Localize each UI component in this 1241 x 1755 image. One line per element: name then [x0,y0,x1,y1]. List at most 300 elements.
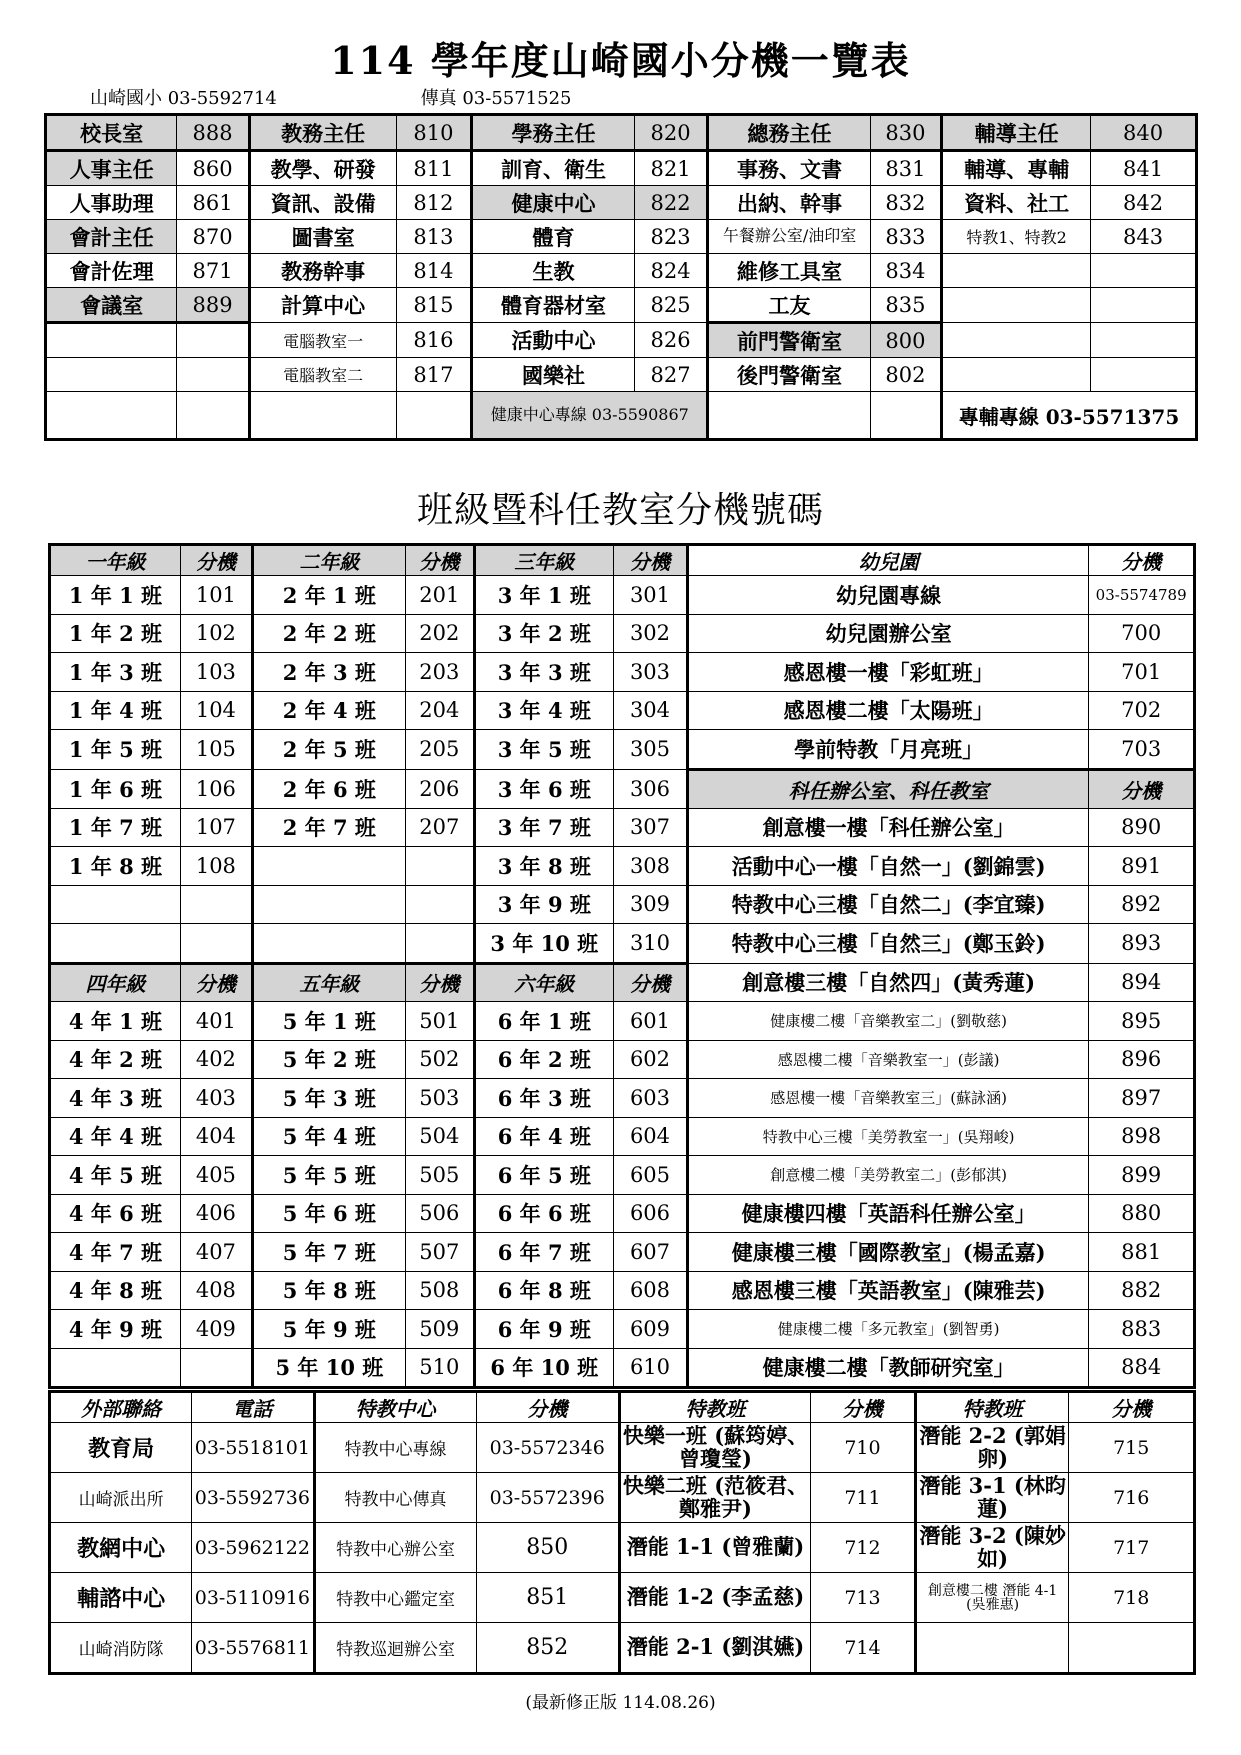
room-extension: 896 [1089,1040,1195,1079]
class-name: 2 年 6 班 [252,769,405,808]
admin-extension: 888 [177,115,249,151]
admin-office-label: 會議室 [46,288,177,323]
agency-phone: 03-5962122 [192,1523,314,1573]
contact-line [90,84,571,110]
class-name: 4 年 5 班 [50,1156,181,1195]
grade-header: 六年級 [474,963,613,1002]
admin-office-label [46,358,177,392]
room-extension: 03-5574789 [1089,576,1195,615]
room-name: 活動中心一樓「自然一」(劉錦雲) [687,847,1088,886]
revision-note: (最新修正版 114.08.26) [525,1693,716,1713]
class-extension [405,847,474,886]
class-name: 6 年 3 班 [474,1079,613,1118]
class-row [50,924,1195,964]
room-name: 健康樓二樓「音樂教室二」(劉敬慈) [687,1002,1088,1041]
admin-office-label: 午餐辦公室/油印室 [708,220,871,254]
class-extension: 108 [180,847,252,886]
admin-office-label: 工友 [708,288,871,323]
class-name: 6 年 7 班 [474,1233,613,1272]
admin-office-label: 資料、社工 [942,186,1091,220]
class-extension: 604 [614,1117,688,1156]
room-extension: 897 [1089,1079,1195,1118]
class-name: 3 年 6 班 [474,769,613,808]
admin-extension: 823 [634,220,707,254]
room-name: 創意樓三樓「自然四」(黃秀蓮) [687,963,1088,1002]
class-name: 6 年 2 班 [474,1040,613,1079]
admin-extension: 802 [870,358,941,392]
external-row [50,1623,1195,1674]
sped-class: 潛能 1-1 (曾雅蘭) [619,1523,810,1573]
admin-row [46,151,1197,186]
class-extension: 207 [405,808,474,847]
admin-office-label: 國樂社 [472,358,635,392]
admin-office-label: 輔導主任 [942,115,1091,151]
class-name: 1 年 3 班 [50,653,181,692]
class-row [50,653,1195,692]
agency-phone: 03-5518101 [192,1423,314,1473]
class-row [50,1040,1195,1079]
room-extension: 701 [1089,653,1195,692]
external-row [50,1523,1195,1573]
admin-row [46,358,1197,392]
admin-office-label: 生教 [472,254,635,288]
admin-extension: 814 [396,254,472,288]
room-extension: 880 [1089,1194,1195,1233]
admin-office-label: 人事助理 [46,186,177,220]
external-row [50,1573,1195,1623]
class-name: 4 年 3 班 [50,1079,181,1118]
class-row [50,1348,1195,1388]
admin-empty [46,392,177,440]
class-name: 4 年 4 班 [50,1117,181,1156]
room-extension: 894 [1089,963,1195,1002]
class-name: 1 年 1 班 [50,576,181,615]
admin-office-label: 訓育、衛生 [472,151,635,186]
class-row [50,1310,1195,1349]
class-extension [180,924,252,964]
admin-empty [870,392,941,440]
room-extension: 892 [1089,885,1195,924]
class-extension: 607 [614,1233,688,1272]
room-header: 科任辦公室、科任教室 [687,769,1088,808]
admin-extension: 826 [634,323,707,358]
class-extension: 610 [614,1348,688,1388]
class-extension: 601 [614,1002,688,1041]
admin-row [46,392,1197,440]
class-name: 6 年 4 班 [474,1117,613,1156]
admin-extension: 830 [870,115,941,151]
sped-class: 潛能 3-2 (陳妙如) [915,1523,1069,1573]
admin-empty [249,392,396,440]
class-row [50,730,1195,770]
class-row [50,1079,1195,1118]
sped-office: 特教中心傳真 [314,1473,476,1523]
admin-office-label: 特教1、特教2 [942,220,1091,254]
sped-class-extension: 718 [1069,1573,1195,1623]
agency-name: 山崎派出所 [50,1473,192,1523]
class-name: 3 年 3 班 [474,653,613,692]
admin-office-label: 圖書室 [249,220,396,254]
admin-office-label: 教務主任 [249,115,396,151]
class-row [50,847,1195,886]
class-extension: 508 [405,1271,474,1310]
grade-header: 分機 [180,545,252,576]
admin-empty [1091,358,1197,392]
class-extension: 309 [614,885,688,924]
room-extension: 899 [1089,1156,1195,1195]
admin-office-label [942,254,1091,288]
grade-header: 分機 [405,963,474,1002]
class-extension: 307 [614,808,688,847]
class-name: 4 年 7 班 [50,1233,181,1272]
admin-extension: 831 [870,151,941,186]
class-name: 6 年 10 班 [474,1348,613,1388]
admin-office-label: 體育 [472,220,635,254]
sped-class-extension: 711 [811,1473,916,1523]
class-extension: 609 [614,1310,688,1349]
health-center-line: 健康中心專線 03-5590867 [472,392,708,440]
page-title: 114 學年度山崎國小分機一覽表 [330,38,911,83]
admin-extension: 810 [396,115,472,151]
class-name: 6 年 6 班 [474,1194,613,1233]
class-name: 5 年 7 班 [252,1233,405,1272]
class-name: 1 年 2 班 [50,614,181,653]
sped-class-extension: 714 [811,1623,916,1674]
admin-extension [177,323,249,358]
room-name: 健康樓三樓「國際教室」(楊孟嘉) [687,1233,1088,1272]
grade-header: 分機 [405,545,474,576]
sped-class: 潛能 2-1 (劉淇嬿) [619,1623,810,1674]
admin-office-label: 維修工具室 [708,254,871,288]
class-row [50,576,1195,615]
sped-extension: 852 [476,1623,619,1674]
class-extension: 403 [180,1079,252,1118]
admin-extension: 871 [177,254,249,288]
class-row [50,1117,1195,1156]
sped-class: 創意樓二樓 潛能 4-1 (吳雅惠) [915,1573,1069,1623]
room-header-extension: 分機 [1089,545,1195,576]
class-row [50,885,1195,924]
class-name: 2 年 1 班 [252,576,405,615]
admin-office-label: 前門警衛室 [708,323,871,358]
sped-class-extension: 715 [1069,1423,1195,1473]
room-extension: 891 [1089,847,1195,886]
room-extension: 702 [1089,691,1195,730]
agency-name: 教育局 [50,1423,192,1473]
admin-office-label: 會計主任 [46,220,177,254]
class-extension: 406 [180,1194,252,1233]
class-name: 5 年 2 班 [252,1040,405,1079]
class-name [252,847,405,886]
sped-office: 特教中心鑑定室 [314,1573,476,1623]
class-name: 5 年 8 班 [252,1271,405,1310]
class-name: 3 年 7 班 [474,808,613,847]
grade-header: 分機 [614,545,688,576]
sped-office: 特教中心專線 [314,1423,476,1473]
room-name: 感恩樓一樓「彩虹班」 [687,653,1088,692]
class-extension: 308 [614,847,688,886]
class-extension: 303 [614,653,688,692]
class-extension [405,885,474,924]
class-name: 3 年 5 班 [474,730,613,770]
external-header: 分機 [476,1392,619,1423]
grade-header-row [50,545,1195,576]
admin-extension: 835 [870,288,941,323]
external-header: 電話 [192,1392,314,1423]
admin-office-label: 學務主任 [472,115,635,151]
sped-class: 潛能 1-2 (李孟慈) [619,1573,810,1623]
sped-class-extension: 716 [1069,1473,1195,1523]
sped-class-extension: 712 [811,1523,916,1573]
external-header-row [50,1392,1195,1423]
class-extension: 506 [405,1194,474,1233]
admin-extension [1091,288,1197,323]
room-name: 感恩樓二樓「太陽班」 [687,691,1088,730]
class-extension: 405 [180,1156,252,1195]
class-name: 5 年 10 班 [252,1348,405,1388]
class-name: 3 年 2 班 [474,614,613,653]
admin-office-label: 活動中心 [472,323,635,358]
class-row [50,614,1195,653]
sped-class [915,1623,1069,1674]
admin-extension: 824 [634,254,707,288]
section-title: 班級暨科任教室分機號碼 [416,490,824,531]
admin-extension-table [44,113,1198,441]
room-name: 特教中心三樓「自然二」(李宜臻) [687,885,1088,924]
admin-extension: 832 [870,186,941,220]
sped-extension: 03-5572396 [476,1473,619,1523]
class-extension: 402 [180,1040,252,1079]
class-row [50,691,1195,730]
class-name: 5 年 5 班 [252,1156,405,1195]
class-name: 1 年 5 班 [50,730,181,770]
room-name: 健康樓二樓「教師研究室」 [687,1348,1088,1388]
agency-phone: 03-5592736 [192,1473,314,1523]
room-extension: 881 [1089,1233,1195,1272]
admin-empty [396,392,472,440]
external-row [50,1473,1195,1523]
class-extension: 504 [405,1117,474,1156]
class-extension: 501 [405,1002,474,1041]
sped-extension: 851 [476,1573,619,1623]
admin-office-label: 輔導、專輔 [942,151,1091,186]
grade-header: 分機 [614,963,688,1002]
admin-empty [1091,323,1197,358]
class-extension: 105 [180,730,252,770]
class-extension: 204 [405,691,474,730]
class-name: 5 年 9 班 [252,1310,405,1349]
admin-extension [1091,254,1197,288]
class-extension: 206 [405,769,474,808]
class-extension: 603 [614,1079,688,1118]
admin-empty [942,358,1091,392]
room-name: 健康樓二樓「多元教室」(劉智勇) [687,1310,1088,1349]
admin-office-label: 出納、幹事 [708,186,871,220]
class-extension [180,885,252,924]
class-extension [180,1348,252,1388]
external-contact-table [48,1390,1196,1675]
external-header: 分機 [811,1392,916,1423]
grade-header: 分機 [180,963,252,1002]
sped-extension: 03-5572346 [476,1423,619,1473]
class-name [252,924,405,964]
class-extension: 106 [180,769,252,808]
room-extension: 890 [1089,808,1195,847]
admin-empty [177,392,249,440]
grade-header: 三年級 [474,545,613,576]
grade-header: 一年級 [50,545,181,576]
class-name [50,924,181,964]
admin-row [46,288,1197,323]
class-extension: 510 [405,1348,474,1388]
class-extension: 404 [180,1117,252,1156]
external-header: 特教班 [915,1392,1069,1423]
class-extension: 401 [180,1002,252,1041]
admin-row [46,254,1197,288]
admin-extension: 827 [634,358,707,392]
class-name: 6 年 8 班 [474,1271,613,1310]
admin-extension: 842 [1091,186,1197,220]
room-extension: 893 [1089,924,1195,964]
admin-office-label [46,323,177,358]
grade-header: 四年級 [50,963,181,1002]
admin-row [46,115,1197,151]
class-name: 1 年 8 班 [50,847,181,886]
class-row [50,769,1195,808]
class-extension: 502 [405,1040,474,1079]
room-name: 特教中心三樓「美勞教室一」(吳翔峻) [687,1117,1088,1156]
class-name: 4 年 1 班 [50,1002,181,1041]
class-extension: 104 [180,691,252,730]
class-name [50,1348,181,1388]
room-extension: 882 [1089,1271,1195,1310]
class-extension: 107 [180,808,252,847]
agency-name: 教網中心 [50,1523,192,1573]
admin-extension: 860 [177,151,249,186]
class-name: 2 年 5 班 [252,730,405,770]
sped-class-extension [1069,1623,1195,1674]
external-row [50,1423,1195,1473]
school-phone: 山崎國小 03-5592714 [90,88,277,109]
class-name: 5 年 3 班 [252,1079,405,1118]
class-extension: 407 [180,1233,252,1272]
sped-class-extension: 713 [811,1573,916,1623]
admin-office-label: 電腦教室一 [249,323,396,358]
admin-extension: 816 [396,323,472,358]
room-name: 健康樓四樓「英語科任辦公室」 [687,1194,1088,1233]
class-extension: 301 [614,576,688,615]
class-extension [405,924,474,964]
grade-header-row [50,963,1195,1002]
admin-extension: 861 [177,186,249,220]
room-name: 感恩樓三樓「英語教室」(陳雅芸) [687,1271,1088,1310]
admin-extension: 817 [396,358,472,392]
class-extension: 608 [614,1271,688,1310]
class-name: 1 年 4 班 [50,691,181,730]
admin-empty [942,323,1091,358]
room-name: 特教中心三樓「自然三」(鄭玉鈴) [687,924,1088,964]
admin-extension: 825 [634,288,707,323]
class-extension: 205 [405,730,474,770]
admin-office-label: 計算中心 [249,288,396,323]
class-name: 4 年 8 班 [50,1271,181,1310]
agency-name: 輔諮中心 [50,1573,192,1623]
external-header: 外部聯絡 [50,1392,192,1423]
class-row [50,1156,1195,1195]
admin-extension: 800 [870,323,941,358]
room-name: 幼兒園專線 [687,576,1088,615]
class-extension: 305 [614,730,688,770]
admin-office-label: 人事主任 [46,151,177,186]
external-header: 特教班 [619,1392,810,1423]
admin-extension: 811 [396,151,472,186]
admin-office-label: 體育器材室 [472,288,635,323]
agency-phone: 03-5576811 [192,1623,314,1674]
class-name: 3 年 1 班 [474,576,613,615]
class-extension: 605 [614,1156,688,1195]
class-extension: 606 [614,1194,688,1233]
admin-extension [177,358,249,392]
admin-office-label: 資訊、設備 [249,186,396,220]
admin-office-label: 事務、文書 [708,151,871,186]
admin-office-label: 電腦教室二 [249,358,396,392]
sped-office: 特教中心辦公室 [314,1523,476,1573]
sped-class: 快樂二班 (范筱君、鄭雅尹) [619,1473,810,1523]
class-name: 5 年 4 班 [252,1117,405,1156]
admin-office-label [942,288,1091,323]
admin-extension: 843 [1091,220,1197,254]
room-name: 幼兒園辦公室 [687,614,1088,653]
admin-extension: 889 [177,288,249,323]
class-extension: 102 [180,614,252,653]
class-name: 4 年 2 班 [50,1040,181,1079]
admin-extension: 841 [1091,151,1197,186]
class-name: 5 年 6 班 [252,1194,405,1233]
class-name [50,885,181,924]
class-name: 3 年 9 班 [474,885,613,924]
class-extension: 202 [405,614,474,653]
class-extension: 509 [405,1310,474,1349]
room-name: 感恩樓一樓「音樂教室三」(蘇詠涵) [687,1079,1088,1118]
room-name: 創意樓一樓「科任辦公室」 [687,808,1088,847]
admin-row [46,323,1197,358]
class-row [50,1271,1195,1310]
room-extension: 884 [1089,1348,1195,1388]
class-name: 5 年 1 班 [252,1002,405,1041]
class-name: 4 年 6 班 [50,1194,181,1233]
class-extension: 505 [405,1156,474,1195]
room-extension: 703 [1089,730,1195,770]
admin-extension: 834 [870,254,941,288]
room-extension: 700 [1089,614,1195,653]
external-header: 特教中心 [314,1392,476,1423]
admin-extension: 833 [870,220,941,254]
class-extension: 602 [614,1040,688,1079]
room-name: 創意樓二樓「美勞教室二」(彭郁淇) [687,1156,1088,1195]
school-fax: 傳真 03-5571525 [420,88,572,109]
class-extension: 103 [180,653,252,692]
room-extension: 898 [1089,1117,1195,1156]
class-row [50,808,1195,847]
class-name: 1 年 7 班 [50,808,181,847]
room-extension: 883 [1089,1310,1195,1349]
admin-extension: 840 [1091,115,1197,151]
class-extension-table [48,543,1196,1389]
class-name: 2 年 4 班 [252,691,405,730]
counseling-line: 專輔專線 03-5571375 [942,392,1197,440]
class-name: 4 年 9 班 [50,1310,181,1349]
class-extension: 408 [180,1271,252,1310]
